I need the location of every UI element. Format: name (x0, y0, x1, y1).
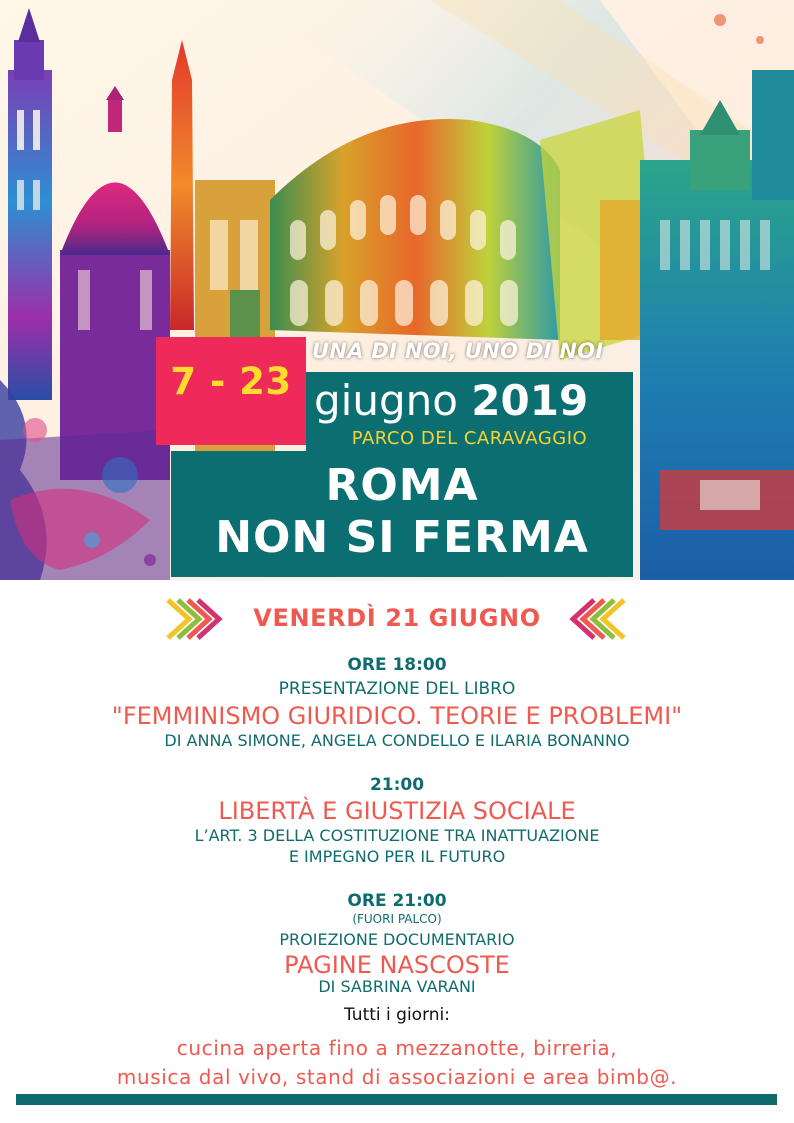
event-3-time: ORE 21:00 (347, 891, 447, 911)
event-1-kind: PRESENTAZIONE DEL LIBRO (278, 679, 516, 699)
event-1-time: ORE 18:00 (347, 655, 447, 675)
slogan: UNA DI NOI, UNO DI NOI (312, 339, 604, 363)
event-3-kind: PROIEZIONE DOCUMENTARIO (279, 930, 515, 949)
title-line-1: ROMA (325, 460, 479, 511)
title-line-2: NON SI FERMA (215, 512, 589, 563)
event-3-note: (FUORI PALCO) (352, 912, 442, 926)
event-2-title: LIBERTÀ E GIUSTIZIA SOCIALE (218, 797, 576, 825)
footer-line-1: cucina aperta fino a mezzanotte, birreria, (176, 1036, 618, 1060)
month-year (314, 376, 588, 425)
event-3-authors: DI SABRINA VARANI (318, 977, 476, 996)
event-1-title: "FEMMINISMO GIURIDICO. TEORIE E PROBLEMI" (111, 702, 683, 730)
event-3-title: PAGINE NASCOSTE (284, 951, 510, 979)
month: giugno (314, 376, 458, 425)
event-2-time: 21:00 (369, 775, 425, 795)
event-2-subtitle-1: L’ART. 3 DELLA COSTITUZIONE TRA INATTUAZIONE (194, 826, 600, 845)
venue: PARCO DEL CARAVAGGIO (351, 428, 588, 449)
footer-heading: Tutti i giorni: (344, 1005, 450, 1025)
event-1-authors: DI ANNA SIMONE, ANGELA CONDELLO E ILARIA BONANNO (164, 731, 630, 750)
footer-line-2: musica dal vivo, stand di associazioni e area bimb@. (116, 1065, 678, 1089)
date-range: 7 - 23 (170, 360, 292, 403)
day-label: VENERDÌ 21 GIUGNO (253, 604, 541, 632)
year: 2019 (471, 376, 589, 425)
event-2-subtitle-2: E IMPEGNO PER IL FUTURO (288, 847, 506, 866)
bottom-rule (16, 1094, 777, 1105)
